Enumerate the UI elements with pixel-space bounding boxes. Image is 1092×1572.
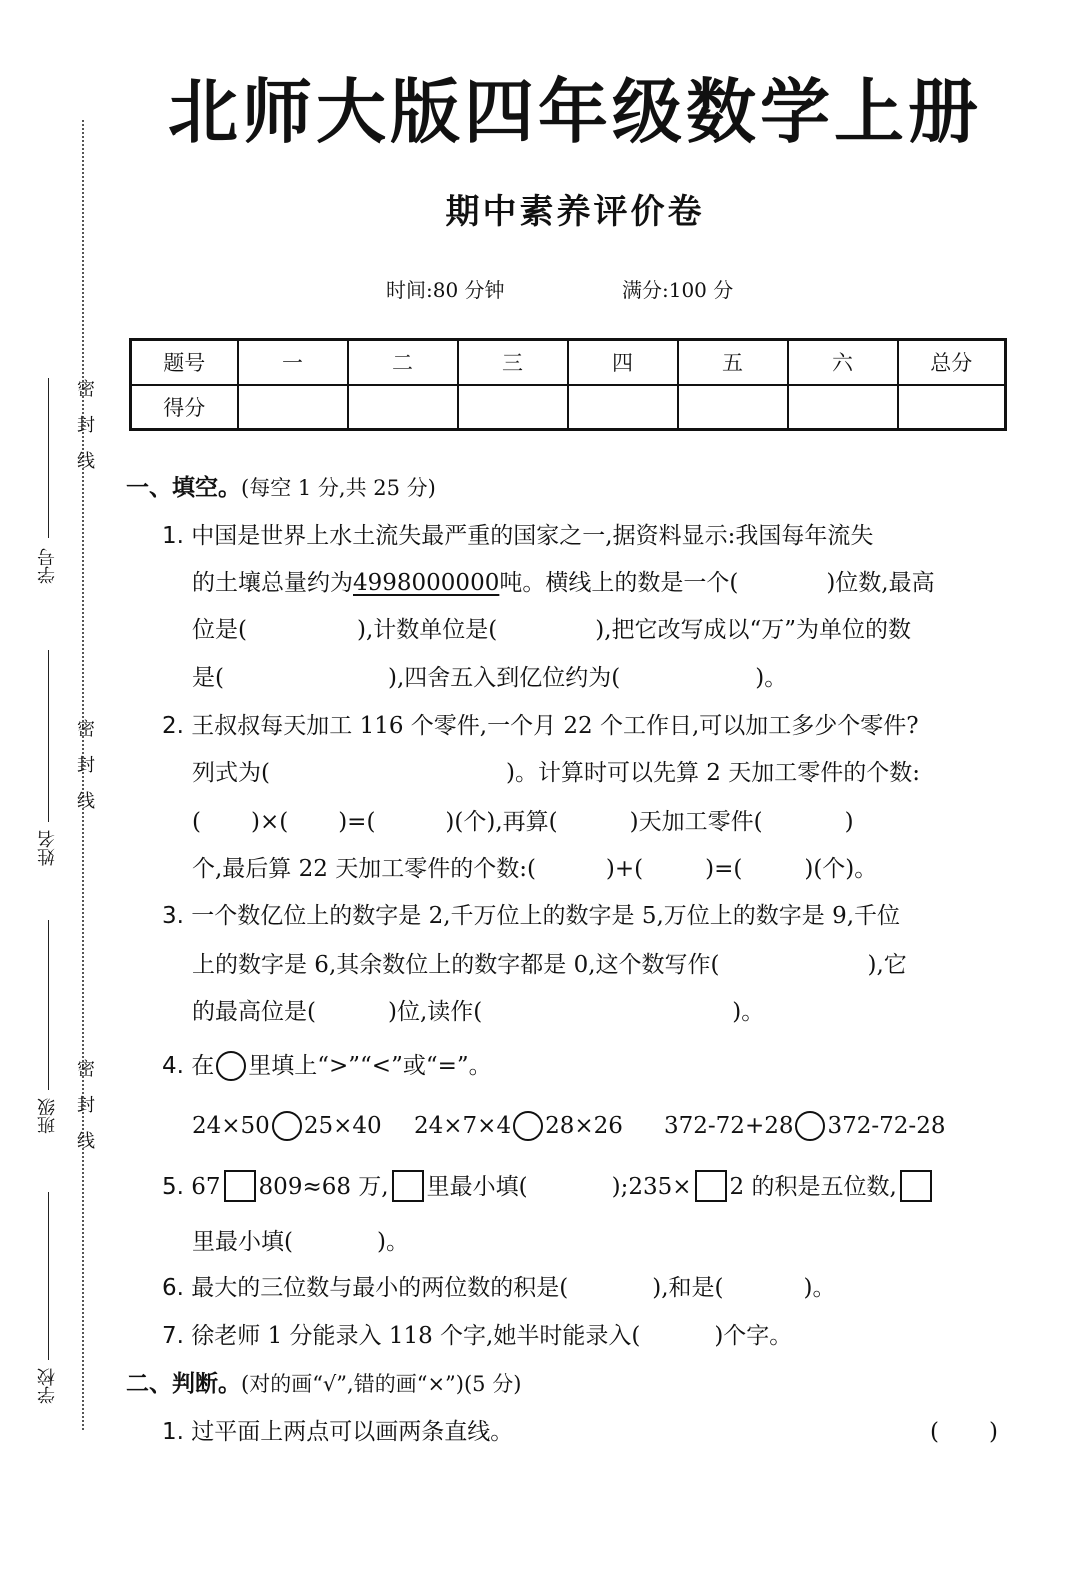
paren-close: )	[988, 1419, 998, 1445]
q1-line2	[192, 567, 935, 599]
q6-line	[162, 1272, 836, 1304]
question-number: 6.	[162, 1275, 184, 1301]
question-text: 徐老师 1 分能录入 118 个字,她半时能录入(	[191, 1323, 641, 1349]
question-number: 4.	[162, 1053, 184, 1079]
seal-char: 封	[77, 1095, 95, 1116]
score-header-cell: 二	[348, 340, 458, 385]
page-title: 北师大版四年级数学上册	[168, 71, 982, 153]
score-header-cell: 五	[678, 340, 788, 385]
question-text: 的土壤总量约为	[192, 570, 353, 596]
digit-box[interactable]	[695, 1170, 727, 1202]
question-text: )(个)。	[804, 856, 878, 882]
score-header-cell: 三	[458, 340, 568, 385]
q3-line3	[192, 996, 764, 1028]
seal-char: 封	[77, 755, 95, 776]
seal-char: 密	[77, 1059, 95, 1080]
school-label: 学校	[37, 1368, 58, 1404]
class-label: 班级	[37, 1098, 58, 1134]
question-text: (	[192, 809, 201, 835]
question-text: )=(	[338, 809, 376, 835]
question-text: )。	[732, 999, 765, 1025]
question-text: )	[844, 809, 854, 835]
section2-heading	[126, 1368, 521, 1400]
q5-line1	[162, 1170, 935, 1203]
question-text: 里填上“>”“<”或“=”。	[248, 1053, 492, 1079]
question-text: 个,最后算 22 天加工零件的个数:(	[192, 856, 536, 882]
question-text: 列式为(	[192, 760, 270, 786]
q4-expr-1	[192, 1110, 382, 1142]
question-text: ),和是(	[652, 1275, 724, 1301]
question-text: 809≈68 万,	[258, 1174, 389, 1200]
question-text: 是(	[192, 665, 224, 691]
section-title: 一、填空。	[126, 475, 241, 501]
question-number: 5.	[162, 1174, 184, 1200]
q4-expr-3	[664, 1110, 945, 1142]
expression-right: 372-72-28	[827, 1113, 946, 1139]
expression-right: 25×40	[303, 1113, 382, 1139]
exam-time: 时间:80 分钟	[386, 278, 505, 302]
question-text: )个字。	[714, 1323, 793, 1349]
question-text: 吨。横线上的数是一个(	[499, 570, 739, 596]
question-text: 的最高位是(	[192, 999, 316, 1025]
seal-char: 线	[77, 791, 95, 812]
q3-line2	[192, 949, 907, 981]
q1-line3	[192, 614, 911, 646]
question-text: )。	[755, 665, 788, 691]
question-text: 过平面上两点可以画两条直线。	[191, 1419, 514, 1445]
question-text: )位,读作(	[387, 999, 483, 1025]
expression-left: 372-72+28	[664, 1113, 794, 1139]
question-text: 一个数亿位上的数字是 2,千万位上的数字是 5,万位上的数字是 9,千位	[191, 903, 901, 929]
section1-heading	[126, 472, 436, 504]
name-label: 姓名	[37, 830, 58, 866]
q3-line1	[162, 900, 900, 932]
section-note: (每空 1 分,共 25 分)	[241, 476, 436, 500]
expression-left: 24×7×4	[414, 1113, 512, 1139]
question-number: 1.	[162, 523, 184, 549]
seal-char: 线	[77, 1131, 95, 1152]
q2-line1	[162, 710, 919, 742]
digit-box[interactable]	[224, 1170, 256, 1202]
question-text: ),计数单位是(	[356, 617, 498, 643]
question-text: ),把它改写成以“万”为单位的数	[595, 617, 912, 643]
q7-line	[162, 1320, 792, 1352]
digit-box-ref	[900, 1170, 932, 1202]
question-text: )×(	[250, 809, 289, 835]
question-text: );235×	[611, 1174, 692, 1200]
question-text: 里最小填(	[192, 1229, 293, 1255]
question-text: )。计算时可以先算 2 天加工零件的个数:	[505, 760, 920, 786]
seal-char: 密	[77, 719, 95, 740]
question-text: )=(	[705, 856, 743, 882]
score-header-cell: 一	[238, 340, 348, 385]
q2-line3	[192, 806, 854, 838]
seal-char: 密	[77, 379, 95, 400]
question-text: )天加工零件(	[629, 809, 763, 835]
score-header-cell: 题号	[131, 340, 238, 385]
seal-char: 封	[77, 415, 95, 436]
underlined-number: 4998000000	[353, 570, 500, 596]
compare-circle[interactable]	[272, 1111, 302, 1141]
question-number: 1.	[162, 1419, 184, 1445]
question-text: )。	[376, 1229, 409, 1255]
q2-line2	[192, 757, 920, 789]
question-text: 在	[191, 1053, 215, 1079]
question-text: 最大的三位数与最小的两位数的积是(	[191, 1275, 569, 1301]
question-text: 位是(	[192, 617, 247, 643]
compare-circle[interactable]	[513, 1111, 543, 1141]
score-header-cell: 六	[788, 340, 898, 385]
score-row-label: 得分	[131, 385, 238, 430]
q1-line4	[192, 662, 787, 694]
question-text: 67	[191, 1174, 221, 1200]
question-text: 2 的积是五位数,	[729, 1174, 897, 1200]
question-text: 里最小填(	[426, 1174, 528, 1200]
q5-line2	[192, 1226, 409, 1258]
expression-left: 24×50	[192, 1113, 270, 1139]
s2-q1-line	[162, 1416, 513, 1448]
q1-line1	[162, 520, 873, 552]
page-subtitle: 期中素养评价卷	[445, 192, 705, 232]
question-text: 上的数字是 6,其余数位上的数字都是 0,这个数写作(	[192, 952, 720, 978]
section-note: (对的画“√”,错的画“×”)(5 分)	[241, 1372, 522, 1396]
q4-expr-2	[414, 1110, 623, 1142]
question-text: ),四舍五入到亿位约为(	[387, 665, 621, 691]
circle-icon	[216, 1051, 246, 1081]
score-header-cell: 四	[568, 340, 678, 385]
q2-line4	[192, 853, 877, 885]
student-id-label: 学号	[37, 548, 58, 584]
question-number: 2.	[162, 713, 184, 739]
question-text: )+(	[605, 856, 644, 882]
exam-full-score: 满分:100 分	[622, 278, 734, 302]
q4-line1	[162, 1050, 492, 1082]
question-text: )(个),再算(	[445, 809, 558, 835]
question-text: 中国是世界上水土流失最严重的国家之一,据资料显示:我国每年流失	[191, 523, 874, 549]
question-text: )位数,最高	[826, 570, 935, 596]
seal-char: 线	[77, 451, 95, 472]
judge-answer-paren[interactable]	[930, 1416, 998, 1448]
question-number: 7.	[162, 1323, 184, 1349]
question-text: 王叔叔每天加工 116 个零件,一个月 22 个工作日,可以加工多少个零件?	[191, 713, 919, 739]
compare-circle[interactable]	[795, 1111, 825, 1141]
paren-open: (	[930, 1419, 939, 1445]
section-title: 二、判断。	[126, 1371, 241, 1397]
digit-box-ref	[392, 1170, 424, 1202]
expression-right: 28×26	[545, 1113, 623, 1139]
score-header-cell: 总分	[898, 340, 1006, 385]
question-text: ),它	[867, 952, 907, 978]
question-number: 3.	[162, 903, 184, 929]
question-text: )。	[803, 1275, 836, 1301]
